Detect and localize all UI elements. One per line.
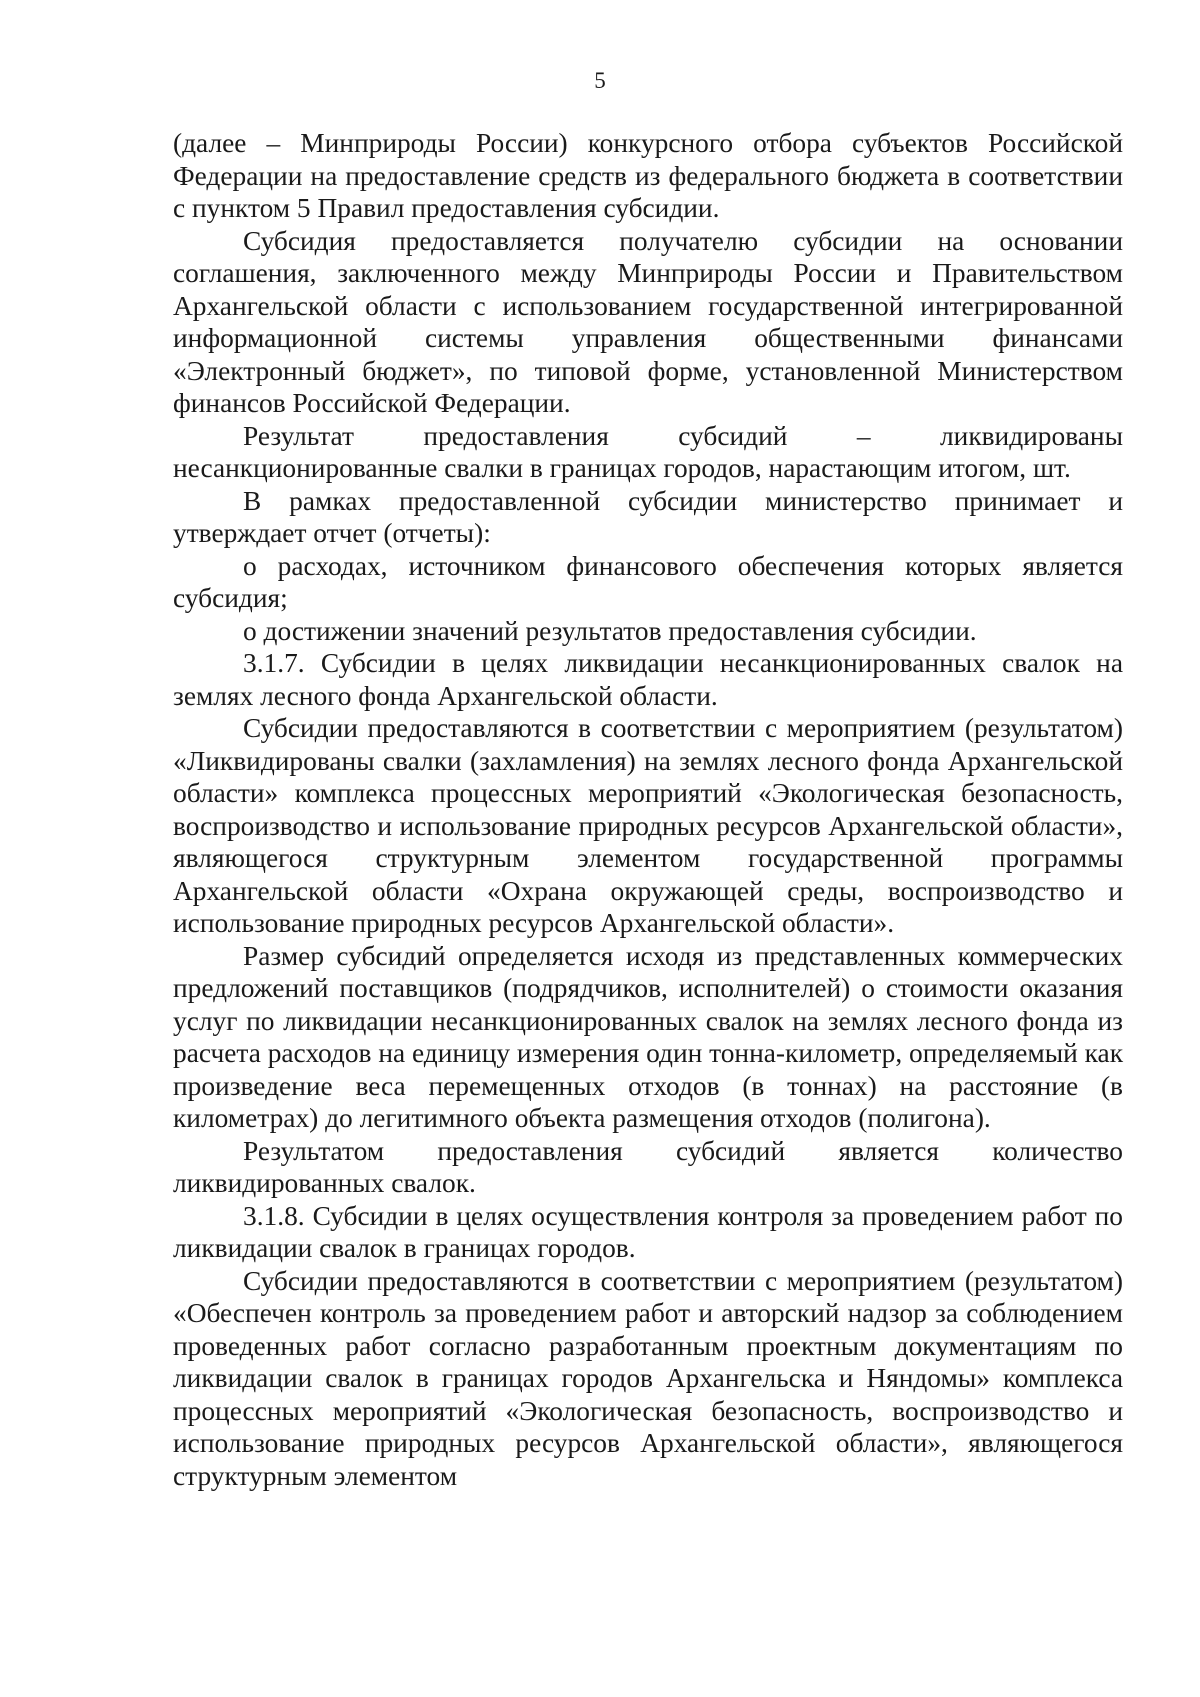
paragraph-subsidy-size: Размер субсидий определяется исходя из представленных коммерческих предложений поставщиков (подрядчиков, исполнителей) о стоимости оказания услуг по ликвидации несанкционированных свалок на землях лесного фонда из расчета расходов на единицу измерения один тонна-километр, определяемый как произведение веса перемещенных отходов (в тоннах) на расстояние (в километрах) до легитимного объекта размещения отходов (полигона). <box>173 940 1123 1133</box>
paragraph-control-measure: Субсидии предоставляются в соответствии с мероприятием (результатом) «Обеспечен контроль за проведением работ и авторский надзор за соблюдением проведенных работ согласно разработанным проектным документациям по ликвидации свалок в границах городов Архангельска и Няндомы» комплекса процессных мероприятий «Экологическая безопасность, воспроизводство и использование природных ресурсов Архангельской области», являющегося структурным элементом <box>173 1265 1123 1491</box>
paragraph-section-3-1-7: 3.1.7. Субсидии в целях ликвидации несанкционированных свалок на землях лесного фонда Архангельской области. <box>173 648 1123 711</box>
paragraph-result-count: Результатом предоставления субсидий является количество ликвидированных свалок. <box>173 1135 1123 1198</box>
paragraph-section-3-1-8: 3.1.8. Субсидии в целях осуществления контроля за проведением работ по ликвидации свалок в границах городов. <box>173 1200 1123 1263</box>
paragraph-forest-fund-measure: Субсидии предоставляются в соответствии с мероприятием (результатом) «Ликвидированы свалки (захламления) на землях лесного фонда Архангельской области» комплекса процессных мероприятий «Экологическая безопасность, воспроизводство и использование природных ресурсов Архангельской области», являющегося структурным элементом государственной программы Архангельской области «Охрана окружающей среды, воспроизводство и использование природных ресурсов Архангельской области». <box>173 713 1123 938</box>
paragraph-subsidy-agreement: Субсидия предоставляется получателю субсидии на основании соглашения, заключенного между Минприроды России и Правительством Архангельской области с использованием государственной интегрированной информационной системы управления общественными финансами «Электронный бюджет», по типовой форме, установленной Министерством финансов Российской Федерации. <box>173 225 1123 418</box>
paragraph-report-results: о достижении значений результатов предоставления субсидии. <box>243 615 977 646</box>
paragraph-continuation: (далее – Минприроды России) конкурсного отбора субъектов Российской Федерации на предоставление средств из федерального бюджета в соответствии с пунктом 5 Правил предоставления субсидии. <box>173 128 1123 223</box>
paragraph-report-approval: В рамках предоставленной субсидии министерство принимает и утверждает отчет (отчеты): <box>173 485 1123 548</box>
paragraph-subsidy-result: Результат предоставления субсидий – ликвидированы несанкционированные свалки в границах городов, нарастающим итогом, шт. <box>173 420 1123 483</box>
page-number: 5 <box>594 68 606 93</box>
document-body <box>173 127 1123 1492</box>
paragraph-report-expenses: о расходах, источником финансового обеспечения которых является субсидия; <box>173 550 1123 613</box>
